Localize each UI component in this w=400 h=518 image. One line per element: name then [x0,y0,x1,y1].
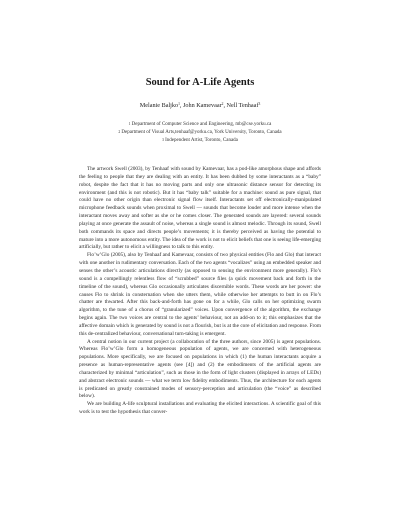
author-name: Melanie Baljko [139,102,179,109]
affiliation-mark: 3 [162,137,164,142]
affiliation-text: Department of Visual Arts,tenhaaf@yorku.ca, York University, Toronto, Canada [121,130,282,135]
body-paragraph: The artwork Swell (2003), by Tenhaaf with sound by Kamevaar, has a pod-like amorphous shape and affords the feeling to people that they are dealing with an entity. It has been dubbed by some interactants as a “baby” robot, despite the fact that it has no moving parts and only one ultrasonic distance sensor for detecting its environment (and this is not robotic). But it has “baby talk” suitable for a machine: sound as pure signal, that could have no other origin than electronic signal flow itself. Interactants set off electronically-manipulated microphone feedback sounds when proximal to Swell — sounds that become louder and more intense when the interactant moves away and softer as she or he comes closer. The generated sounds are layered: several sounds playing at once generate the assault of noise, whereas a single sound is almost melodic. Through its sound, Swell both commands its space and directs people’s movements; it is thereby perceived as having the potential to mature into a more autonomous entity. The idea of the work is not to elicit beliefs that one is seeing life-emerging artificially, but rather to elicit a willingness to talk to this entity. [79,166,321,251]
affiliation-line [0,121,400,128]
body-paragraph: A central notion in our current project (a collaboration of the three authors, since 2005) is agent populations. Whereas Flo’w’Glo form a homogeneous population of agents, we are concerned with heterogeneous populations. More specifically, we are focused on populations in which (1) the human interactants acquire a presence as human-representative agents (see [4]) and (2) the embodiments of the artificial agents are characterized by minimal “articulation”, such as those in the form of light clusters (displayed in arrays of LEDs) and abstract electronic sounds — what we term low fidelity embodiments. Thus, the architecture for each agents is predicated on greatly constrained modes of sensory-perception and articulation (the “voice” as described below). [79,338,321,400]
author-name: Nell Tenhaaf [226,102,259,109]
affiliation-line [0,137,400,144]
affiliation-mark: 2 [118,129,121,134]
author-name: John Kamevaar [182,102,222,109]
body-paragraph: Flo’w’Glo (2005), also by Tenhaaf and Kamevaar, consists of two physical entities (Flo and Glo) that interact with one another in rudimentary conversation. Each of the two agents “vocalizes” using an embedded speaker and senses the other’s acoustic articulations directly (as opposed to sensing the environment more generally). Flo’s sound is a compellingly relentless flow of “scrubbed” source files (a quick movement back and forth in the timeline of the sound), whereas Glo occasionally articulates discernible words. These words are her power: she causes Flo to shrink in consternation when she utters them, while otherwise her attempts to butt in on Flo’s chatter are thwarted. After this back-and-forth has gone on for a while, Glo calls on her optimizing swarm algorithm, to the tune of a chorus of “granularized” voices. Upon convergence of the algorithm, the exchange begins again. The two voices are central to the agents’ behaviour, not an add-on to it; this emphasizes that the affective domain which is generated by sound is not a flourish, but is at the core of elicitation and response. From this de-centralized behaviour, conversational turn-taking is emergent. [79,252,321,337]
author-list: Melanie Baljko$^1$, John Kamevaar$^2$, Nell Tenhaaf$^3$ [139,101,261,109]
affiliation-text: Department of Computer Science and Engineering, mb@cse.yorku.ca [131,122,272,127]
author-mark: 2 [221,101,224,106]
affiliation-text: Independent Artist, Toronto, Canada [165,138,238,143]
affiliation-line [0,129,400,136]
paper-title: Sound for A-Life Agents [145,77,255,88]
body-paragraph: We are building A-life sculptural installations and evaluating the elicited interactions. A scientific goal of this work is to test the hypothesis that conver- [79,401,321,416]
author-mark: 3 [258,101,261,106]
author-mark: 1 [178,101,180,106]
affiliation-mark: 1 [128,121,131,126]
paper-body [79,166,321,417]
